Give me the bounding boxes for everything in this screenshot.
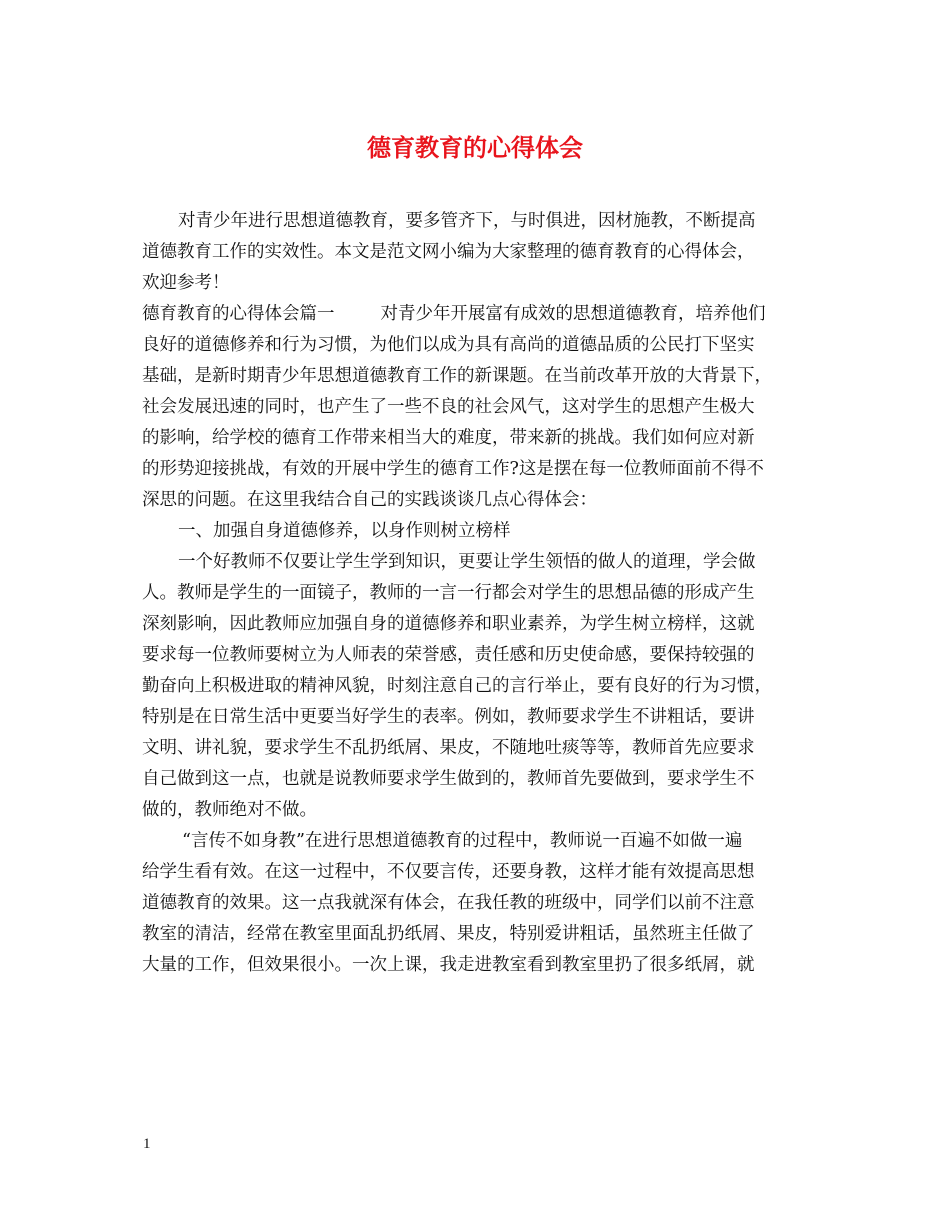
paragraph-line: 良好的道德修养和行为习惯，为他们以成为具有高尚的道德品质的公民打下坚实 (142, 335, 755, 355)
section-heading-line (142, 299, 822, 330)
subheading: 一、加强自身道德修养，以身作则树立榜样 (178, 521, 511, 541)
paragraph-line: 大量的工作，但效果很小。一次上课，我走进教室看到教室里扔了很多纸屑，就 (142, 955, 755, 975)
paragraph-line: 欢迎参考！ (142, 273, 230, 293)
paragraph-line: 的影响，给学校的德育工作带来相当大的难度，带来新的挑战。我们如何应对新 (142, 428, 755, 448)
paragraph-line: 做的，教师绝对不做。 (142, 800, 317, 820)
paragraph-line: 道德教育工作的实效性。本文是范文网小编为大家整理的德育教育的心得体会， (142, 242, 755, 262)
paragraph-line: 给学生看有效。在这一过程中，不仅要言传，还要身教，这样才能有效提高思想 (142, 862, 755, 882)
paragraph-line: 的形势迎接挑战，有效的开展中学生的德育工作?这是摆在每一位教师面前不得不 (142, 459, 764, 479)
paragraph-line: 对青少年进行思想道德教育，要多管齐下，与时俱进，因材施教，不断提高 (178, 211, 756, 231)
paragraph-line: 勤奋向上积极进取的精神风貌，时刻注意自己的言行举止，要有良好的行为习惯， (142, 676, 772, 696)
paragraph-line: 深思的问题。在这里我结合自己的实践谈谈几点心得体会： (142, 490, 597, 510)
paragraph-line: 教室的清洁，经常在教室里面乱扔纸屑、果皮，特别爱讲粗话，虽然班主任做了 (142, 924, 755, 944)
paragraph-line: 社会发展迅速的同时，也产生了一些不良的社会风气，这对学生的思想产生极大 (142, 397, 755, 417)
paragraph-line: 深刻影响，因此教师应加强自身的道德修养和职业素养，为学生树立榜样，这就 (142, 614, 755, 634)
page-number: 1 (143, 1136, 151, 1152)
paragraph-line: 要求每一位教师要树立为人师表的荣誉感，责任感和历史使命感，要保持较强的 (142, 645, 755, 665)
section-heading: 德育教育的心得体会篇一 (142, 304, 335, 324)
paragraph-line: 对青少年开展富有成效的思想道德教育，培养他们 (380, 304, 766, 324)
paragraph-line: 道德教育的效果。这一点我就深有体会，在我任教的班级中，同学们以前不注意 (142, 893, 755, 913)
paragraph-line: 文明、讲礼貌，要求学生不乱扔纸屑、果皮，不随地吐痰等等，教师首先应要求 (142, 738, 755, 758)
paragraph-line: 特别是在日常生活中更要当好学生的表率。例如，教师要求学生不讲粗话，要讲 (142, 707, 755, 727)
document-body (142, 206, 822, 981)
paragraph-line: 自己做到这一点，也就是说教师要求学生做到的，教师首先要做到，要求学生不 (142, 769, 755, 789)
paragraph-line: “言传不如身教”在进行思想道德教育的过程中，教师说一百遍不如做一遍 (182, 831, 743, 851)
paragraph-line: 基础，是新时期青少年思想道德教育工作的新课题。在当前改革开放的大背景下， (142, 366, 772, 386)
paragraph-line: 人。教师是学生的一面镜子，教师的一言一行都会对学生的思想品德的形成产生 (142, 583, 755, 603)
paragraph-line: 一个好教师不仅要让学生学到知识，更要让学生领悟的做人的道理，学会做 (178, 552, 756, 572)
document-title: 德育教育的心得体会 (367, 133, 583, 162)
